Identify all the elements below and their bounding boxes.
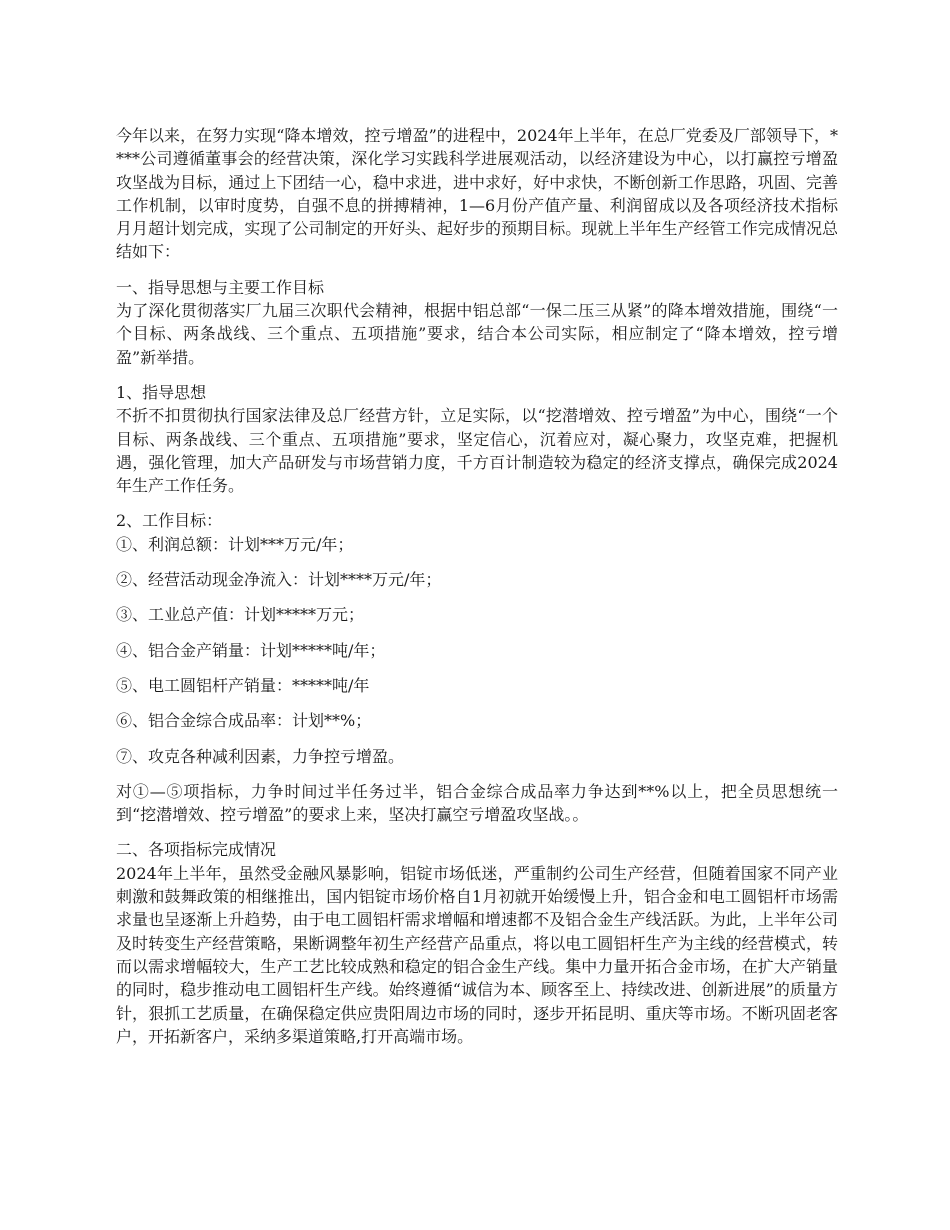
subsection2-heading: 2、工作目标：: [116, 511, 223, 531]
section2-heading: 二、各项指标完成情况: [116, 840, 277, 860]
target-item: ⑦、攻克各种减利因素，力争控亏增盈。: [116, 746, 405, 766]
section2-paragraph: 2024年上半年，虽然受金融风暴影响，铝锭市场低迷，严重制约公司生产经营，但随着国家不同产业刺激和鼓舞政策的相继推出，国内铝锭市场价格自1月初就开始缓慢上升，铝合金和电工圆铝杆市场需求量也呈逐渐上升趋势，由于电工圆铝杆需求增幅和增速都不及铝合金生产线活跃。为此，上半年公司及时转变生产经营策略，果断调整年初生产经营产品重点，将以电工圆铝杆生产为主线的经营模式，转而以需求增幅较大，生产工艺比较成熟和稳定的铝合金生产线。集中力量开拓合金市场，在扩大产销量的同时，稳步推动电工圆铝杆生产线。始终遵循“诚信为本、顾客至上、持续改进、创新进展”的质量方针，狠抓工艺质量，在确保稳定供应贵阳周边市场的同时，逐步开拓昆明、重庆等市场。不断巩固老客户，开拓新客户，采纳多渠道策略,打开高端市场。: [116, 863, 838, 1046]
targets-summary-paragraph: 对①—⑤项指标，力争时间过半任务过半，铝合金综合成品率力争达到**%以上，把全员思想统一到“挖潜增效、控亏增盈”的要求上来，坚决打赢空亏增盈攻坚战。。: [116, 781, 838, 825]
target-item: ①、利润总额：计划***万元/年；: [116, 534, 354, 554]
target-item: ③、工业总产值：计划*****万元；: [116, 605, 365, 625]
subsection1-heading: 1、指导思想: [116, 382, 207, 402]
section1-intro-paragraph: 为了深化贯彻落实厂九届三次职代会精神，根据中铝总部“一保二压三从紧”的降本增效措施，围绕“一个目标、两条战线、三个重点、五项措施”要求，结合本公司实际，相应制定了“降本增效，控亏增盈”新举措。: [116, 301, 838, 367]
target-item: ④、铝合金产销量：计划*****吨/年；: [116, 640, 386, 660]
document-body: [116, 124, 838, 1048]
section1-heading: 一、指导思想与主要工作目标: [116, 277, 325, 297]
intro-paragraph: 今年以来，在努力实现“降本增效，控亏增盈”的进程中，2024年上半年，在总厂党委及厂部领导下，****公司遵循董事会的经营决策，深化学习实践科学进展观活动，以经济建设为中心，以打赢控亏增盈攻坚战为目标，通过上下团结一心，稳中求进，进中求好，好中求快，不断创新工作思路，巩固、完善工作机制，以审时度势，自强不息的拼搏精神，1—6月份产值产量、利润留成以及各项经济技术指标月月超计划完成，实现了公司制定的开好头、起好步的预期目标。现就上半年生产经管工作完成情况总结如下：: [116, 126, 838, 262]
subsection1-paragraph: 不折不扣贯彻执行国家法律及总厂经营方针，立足实际，以“挖潜增效、控亏增盈”为中心，围绕“一个目标、两条战线、三个重点、五项措施”要求，坚定信心，沉着应对，凝心聚力，攻坚克难，把握机遇，强化管理，加大产品研发与市场营销力度，千方百计制造较为稳定的经济支撑点，确保完成2024年生产工作任务。: [116, 406, 838, 496]
target-item: ②、经营活动现金净流入：计划****万元/年；: [116, 570, 442, 590]
target-item: ⑤、电工圆铝杆产销量：*****吨/年: [116, 675, 370, 695]
target-item: ⑥、铝合金综合成品率：计划**%；: [116, 711, 372, 731]
